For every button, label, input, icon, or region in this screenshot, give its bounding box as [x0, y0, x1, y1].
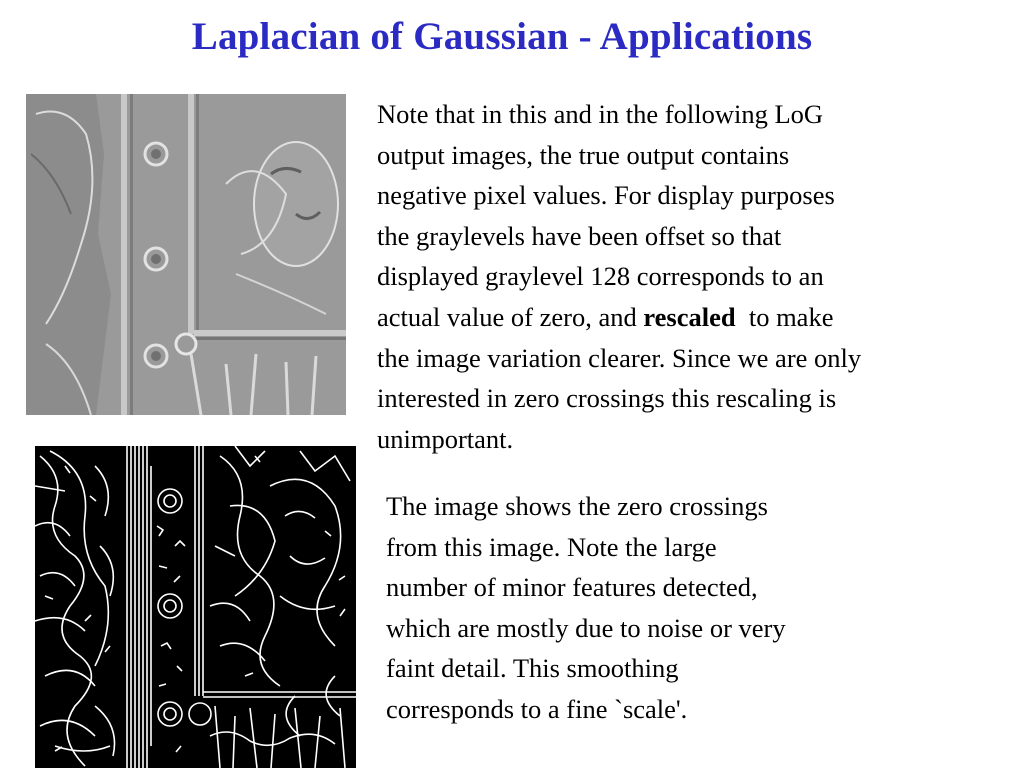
zero-crossings-paragraph [386, 486, 916, 730]
text-fragment: to make [735, 301, 834, 332]
text-line: Note that in this and in the following LoG [377, 99, 824, 129]
text-line: negative pixel values. For display purposes [377, 180, 835, 211]
slide-title: Laplacian of Gaussian - Applications [191, 15, 813, 58]
text-line: the image variation clearer. Since we are only [377, 342, 862, 373]
log-output-image [26, 94, 346, 415]
text-line: displayed graylevel 128 corresponds to an [377, 261, 824, 292]
bold-rescaled: rescaled [643, 301, 736, 332]
text-line: output images, the true output contains [377, 139, 790, 170]
text-fragment: actual value of zero, and [377, 301, 644, 332]
text-line: number of minor features detected, [386, 572, 758, 603]
explanation-paragraph [377, 94, 1007, 459]
zero-crossings-image [35, 446, 356, 768]
text-line: interested in zero crossings this rescaling is [377, 383, 837, 414]
text-line-with-bold [377, 297, 1007, 338]
text-line: The image shows the zero crossings [386, 491, 768, 521]
text-line: faint detail. This smoothing [386, 653, 679, 684]
text-line: corresponds to a fine `scale'. [386, 693, 688, 724]
text-line: which are mostly due to noise or very [386, 612, 786, 643]
text-line: unimportant. [377, 423, 514, 454]
text-line: from this image. Note the large [386, 531, 717, 562]
text-line: the graylevels have been offset so that [377, 220, 782, 251]
